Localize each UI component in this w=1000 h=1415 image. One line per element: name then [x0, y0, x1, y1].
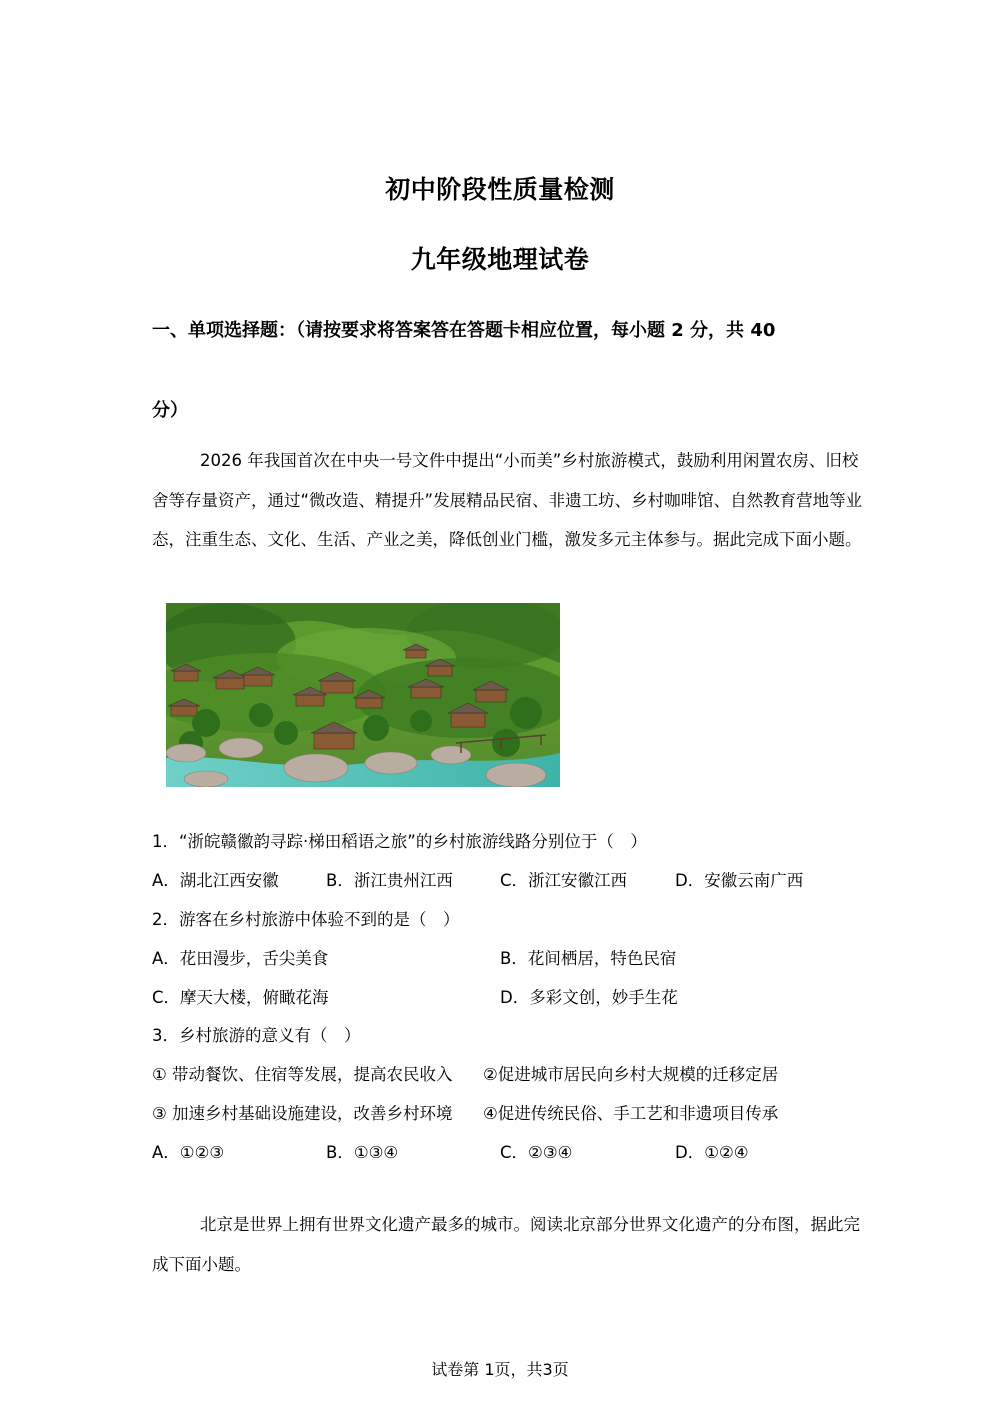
- question-1-option-a: A．湖北江西安徽: [152, 871, 279, 890]
- question-2-option-a: A．花田漫步，舌尖美食: [152, 949, 329, 968]
- question-3-statement-4: ④促进传统民俗、手工艺和非遗项目传承: [483, 1104, 779, 1123]
- page-footer: 试卷第 1页，共3页: [431, 1360, 569, 1379]
- question-3-statement-1: ① 带动餐饮、住宿等发展，提高农民收入: [152, 1065, 453, 1084]
- question-3-stem: 3．乡村旅游的意义有（ ）: [152, 1026, 361, 1045]
- question-2-option-d: D．多彩文创，妙手生花: [500, 988, 678, 1007]
- exam-subtitle: 九年级地理试卷: [410, 245, 590, 274]
- exam-title: 初中阶段性质量检测: [385, 175, 615, 204]
- question-3-option-a: A．①②③: [152, 1143, 225, 1162]
- passage-beijing-heritage: 北京是世界上拥有世界文化遗产最多的城市。阅读北京部分世界文化遗产的分布图，据此完成下面小题。: [152, 1215, 860, 1274]
- question-1-option-d: D．安徽云南广西: [675, 871, 804, 890]
- question-3-option-c: C．②③④: [500, 1143, 573, 1162]
- question-2-option-c: C．摩天大楼，俯瞰花海: [152, 988, 329, 1007]
- question-3-statement-2: ②促进城市居民向乡村大规模的迁移定居: [483, 1065, 779, 1084]
- passage-rural-tourism: 2026 年我国首次在中央一号文件中提出“小而美”乡村旅游模式，鼓励利用闲置农房、旧校舍等存量资产，通过“微改造、精提升”发展精品民宿、非遗工坊、乡村咖啡馆、自然教育营地等业态，注重生态、文化、生活、产业之美，降低创业门槛，激发多元主体参与。据此完成下面小题。: [152, 451, 863, 549]
- question-1-option-c: C．浙江安徽江西: [500, 871, 628, 890]
- question-2-stem: 2．游客在乡村旅游中体验不到的是（ ）: [152, 910, 460, 929]
- question-2-option-b: B．花间栖居，特色民宿: [500, 949, 677, 968]
- section-heading-line1: 一、单项选择题：（请按要求将答案答在答题卡相应位置，每小题 2 分，共 40: [152, 320, 776, 341]
- village-illustration: [166, 603, 560, 787]
- question-3-option-b: B．①③④: [326, 1143, 399, 1162]
- section-heading-line2: 分）: [152, 400, 188, 421]
- question-3-statement-3: ③ 加速乡村基础设施建设，改善乡村环境: [152, 1104, 453, 1123]
- question-3-option-d: D．①②④: [675, 1143, 749, 1162]
- question-1-stem: 1．“浙皖赣徽韵寻踪·梯田稻语之旅”的乡村旅游线路分别位于（ ）: [152, 832, 647, 851]
- question-1-option-b: B．浙江贵州江西: [326, 871, 453, 890]
- mountain-village-photo: [166, 603, 560, 787]
